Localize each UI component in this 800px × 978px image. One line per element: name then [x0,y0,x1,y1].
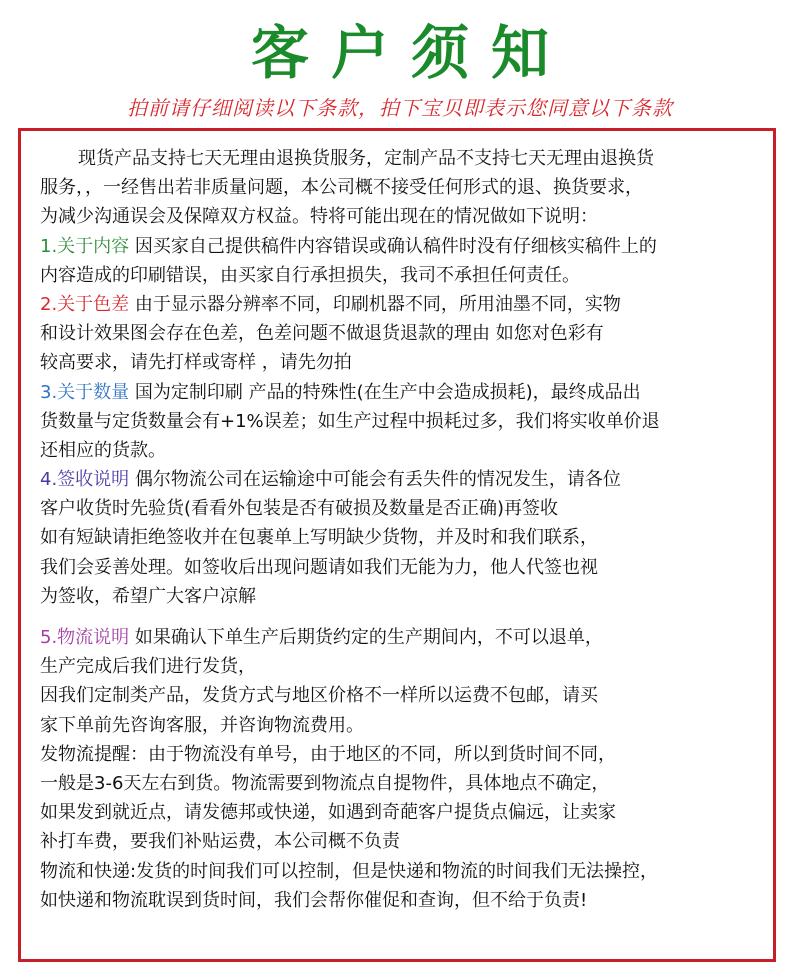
section-text-line: 如果发到就近点，请发德邦或快递，如遇到奇葩客户提货点偏远，让卖家 [40,802,616,824]
intro-line: 为减少沟通误会及保障双方权益。特将可能出现在的情况做如下说明： [40,206,598,228]
section-content-line [40,465,765,494]
section-heading: 3.关于数量 [40,381,130,403]
section-text-line: 生产完成后我们进行发货， [40,656,256,678]
intro-line: 现货产品支持七天无理由退换货服务，定制产品不支持七天无理由退换货 [78,148,654,169]
section-content-line [40,232,765,261]
section-text-line: 较高要求，请先打样或寄样 ，请先勿拍 [40,352,352,374]
page-subtitle: 拍前请仔细阅读以下条款，拍下宝贝即表示您同意以下条款 [127,96,673,120]
section-text-line: 我们会妥善处理。如签收后出现问题请如我们无能为力，他人代签也视 [40,556,598,578]
section-text-line: 内容造成的印刷错误，由买家自行承担损失，我司不承担任何责任。 [40,264,580,286]
section-text-line: 和设计效果图会存在色差，色差问题不做退货退款的理由 如您对色彩有 [40,323,604,345]
section-text-line: 货数量与定货数量会有+1%误差；如生产过程中损耗过多，我们将实收单价退 [40,410,660,432]
section-heading: 2.关于色差 [40,293,130,315]
section-heading: 1.关于内容 [40,235,130,257]
section-content-line [40,290,765,319]
section-text-line: 一般是3-6天左右到货。物流需要到物流点自提物件，具体地点不确定， [40,772,610,794]
section-heading: 5.物流说明 [40,627,130,648]
page-title: 客户须知 [250,19,571,87]
section-text-line: 补打车费，要我们补贴运费，本公司概不负责 [40,831,400,853]
section-text: 偶尔物流公司在运输途中可能会有丢失件的情况发生，请各位 [129,469,621,491]
section-text-line: 还相应的货款。 [40,439,166,461]
section-text-line: 发物流提醒：由于物流没有单号，由于地区的不同，所以到货时间不同， [40,743,616,765]
section-text: 如果确认下单生产后期货约定的生产期间内，不可以退单， [129,627,603,648]
section-text-line: 为签收，希望广大客户凉解 [40,585,256,607]
notice-content [40,144,765,915]
section-content-line [40,623,765,652]
section-text-line: 因我们定制类产品，发货方式与地区价格不一样所以运费不包邮，请买 [40,685,598,707]
section-text: 因买家自己提供稿件内容错误或确认稿件时没有仔细核实稿件上的 [129,235,657,257]
section-text-line: 物流和快递:发货的时间我们可以控制，但是快递和物流的时间我们无法操控， [40,860,659,882]
section-text: 国为定制印刷 产品的特殊性(在生产中会造成损耗)，最终成品出 [129,381,641,403]
section-text-line: 如快递和物流耽误到货时间，我们会帮你催促和查询，但不给于负责! [40,889,588,911]
section-spacer [40,611,765,623]
section-heading: 4.签收说明 [40,469,130,491]
section-text-line: 如有短缺请拒绝签收并在包裹单上写明缺少货物，并及时和我们联系， [40,527,598,549]
section-text-line: 客户收货时先验货(看看外包装是否有破损及数量是否正确)再签收 [40,498,559,520]
section-content-line [40,378,765,407]
intro-line: 服务，，一经售出若非质量问题，本公司概不接受任何形式的退、换货要求， [40,177,643,199]
section-text: 由于显示器分辨率不同，印刷机器不同，所用油墨不同，实物 [129,293,621,315]
section-text-line: 家下单前先咨询客服，并咨询物流费用。 [40,714,364,736]
